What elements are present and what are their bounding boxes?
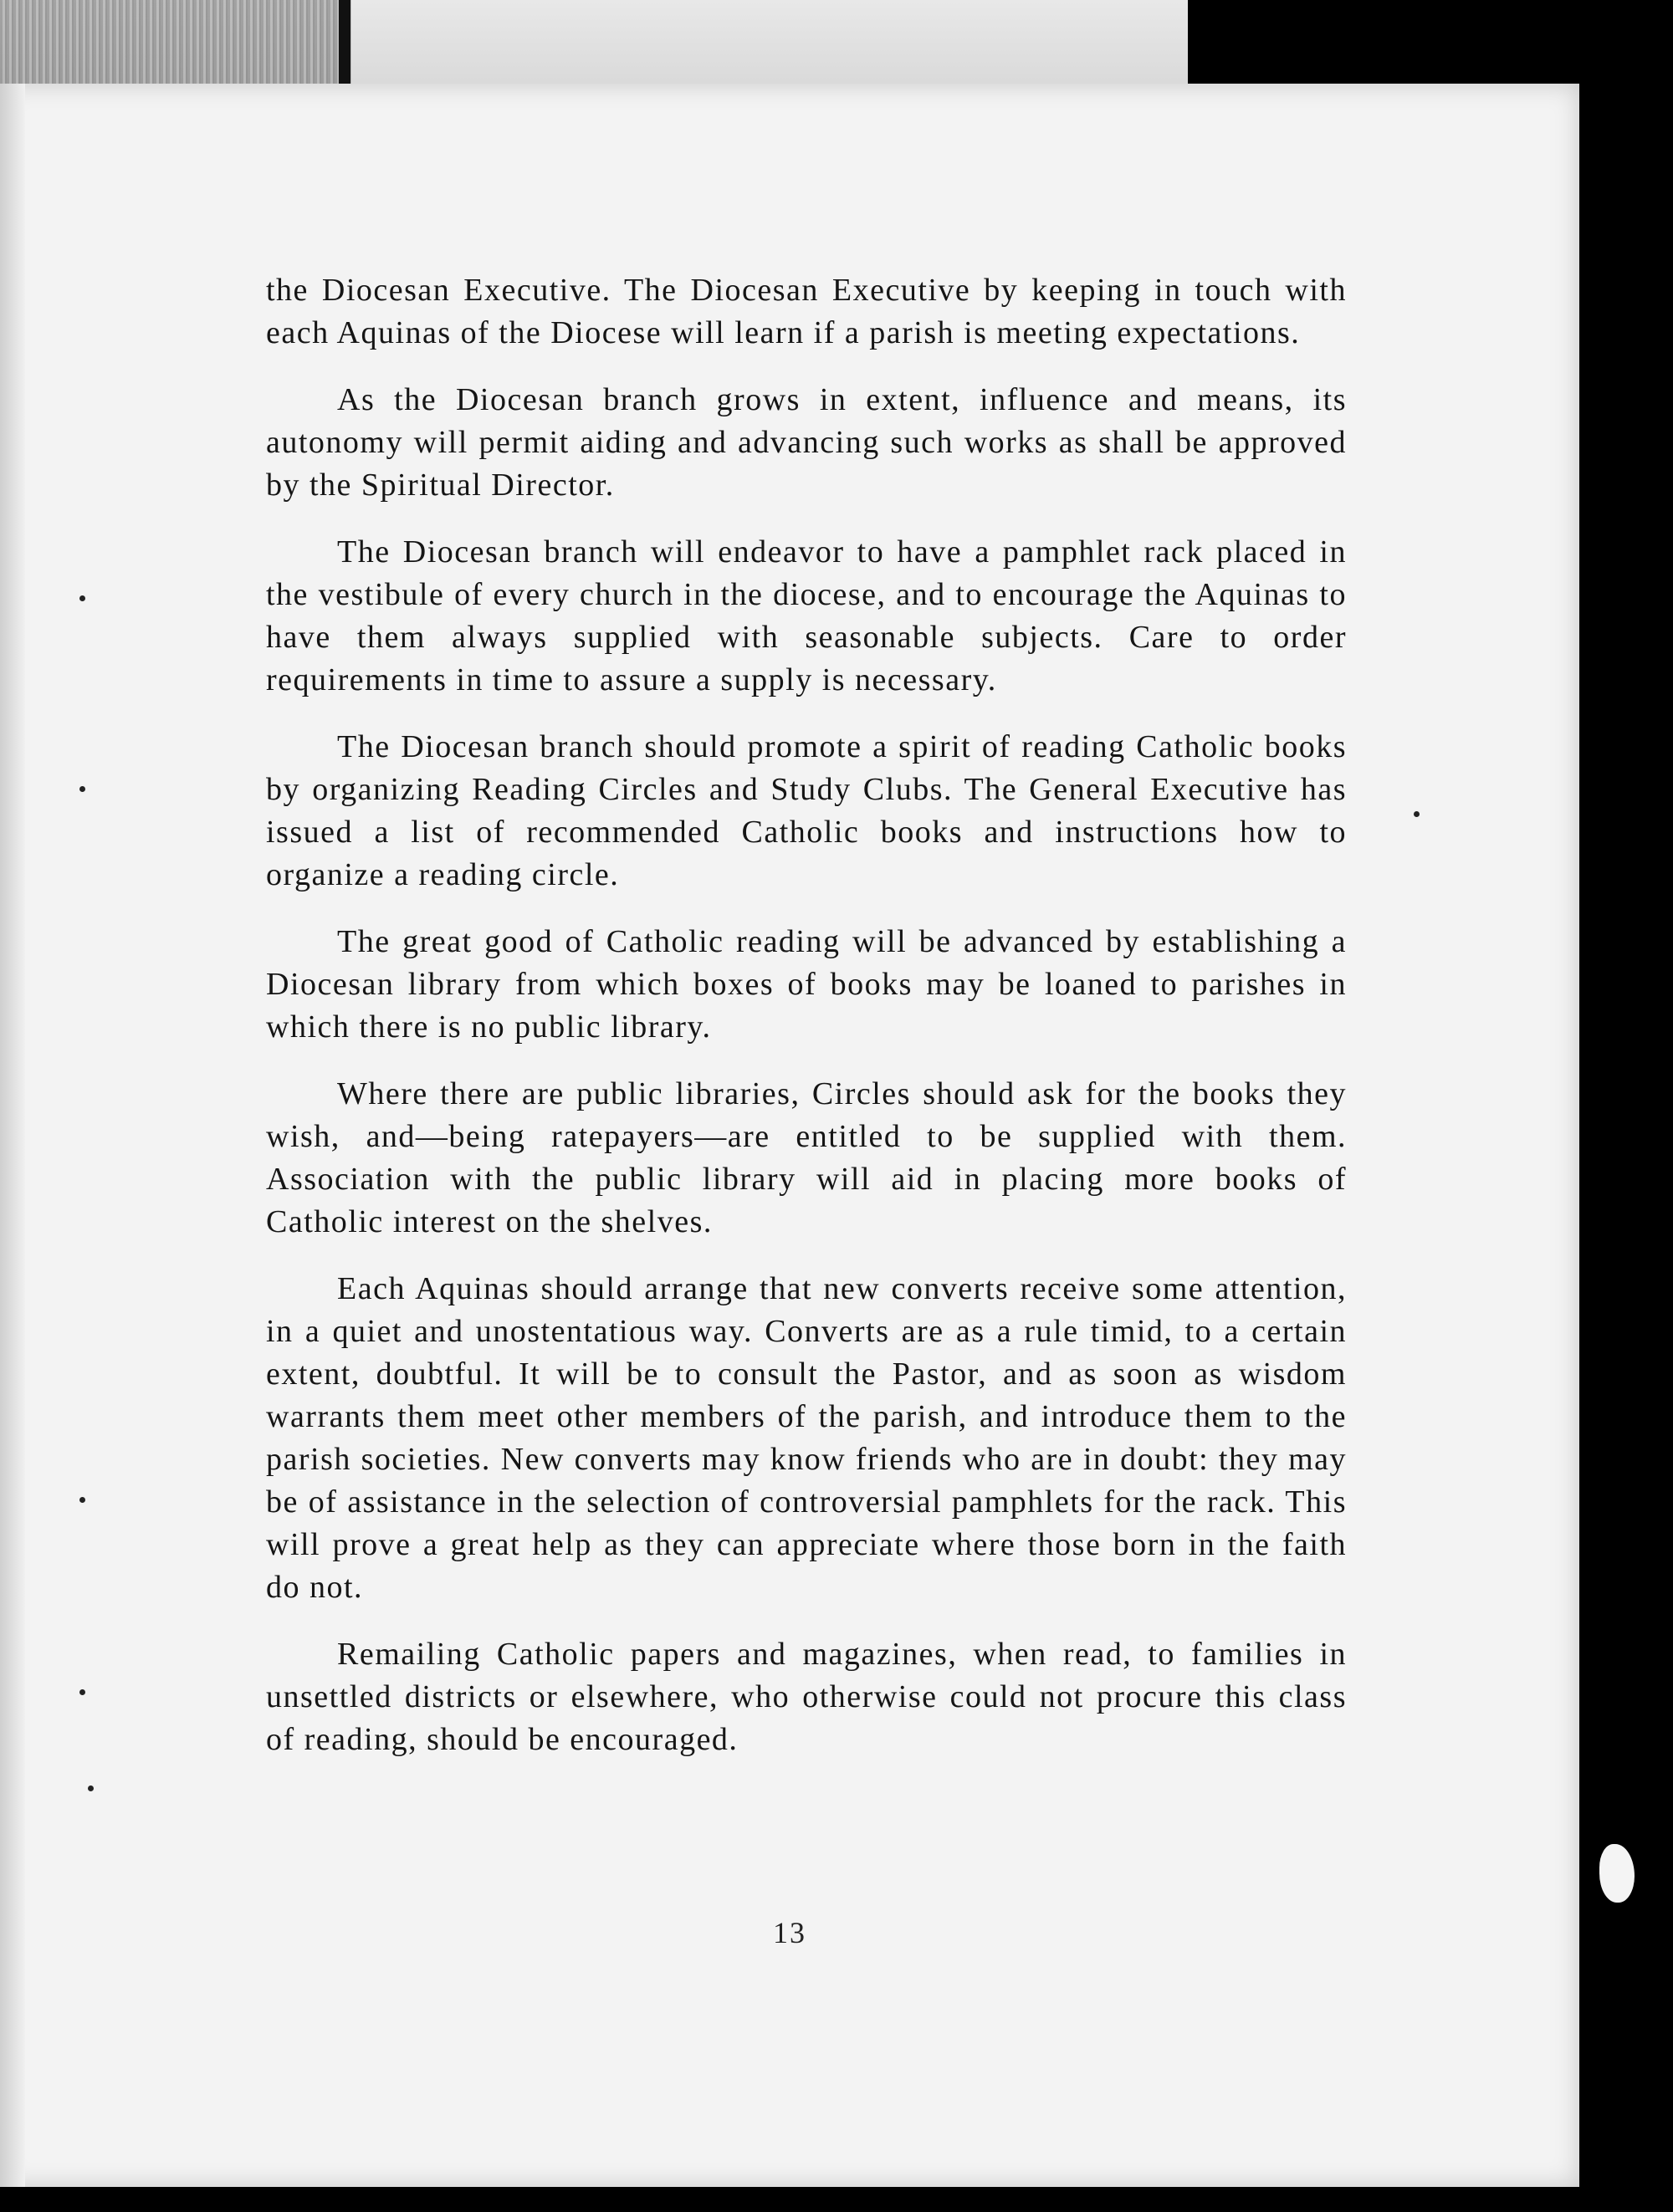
document-body: [266, 269, 1347, 1785]
page-edge-blot: [1599, 1844, 1635, 1903]
margin-mark: [79, 786, 85, 792]
paragraph: The Diocesan branch should promote a spirit of reading Catholic books by organizing Reading Circles and Study Clubs. The General Executive has issued a list of recommended Catholic books and instructions how to organize a reading circle.: [266, 729, 1347, 892]
margin-mark: [88, 1785, 94, 1791]
paragraph: As the Diocesan branch grows in extent, influence and means, its autonomy will permit aiding and advancing such works as shall be approved by the Spiritual Director.: [266, 382, 1347, 503]
margin-mark: [79, 595, 85, 601]
paragraph: the Diocesan Executive. The Diocesan Executive by keeping in touch with each Aquinas of the Diocese will learn if a parish is meeting expectations.: [266, 273, 1347, 350]
paragraph: Each Aquinas should arrange that new converts receive some attention, in a quiet and unostentatious way. Converts are as a rule timid, to a certain extent, doubtful. It will be to consult the Pastor, and as soon as wisdom warrants them meet other members of the parish, and introduce them to the parish societies. New converts may know friends who are in doubt: they may be of assistance in the selection of controversial pamphlets for the rack. This will prove a great help as they can appreciate where those born in the faith do not.: [266, 1271, 1347, 1605]
margin-mark: [79, 1689, 85, 1695]
paragraph: The Diocesan branch will endeavor to have a pamphlet rack placed in the vestibule of every church in the diocese, and to encourage the Aquinas to have them always supplied with seasonable subjects. Care to order requirements in time to assure a supply is necessary.: [266, 534, 1347, 697]
page-number: 13: [773, 1916, 806, 1949]
scan-top-strip: [0, 0, 1188, 88]
margin-mark: [79, 1497, 85, 1503]
paragraph: Remailing Catholic papers and magazines, when read, to families in unsettled districts or elsewhere, who otherwise could not procure this class of reading, should be encouraged.: [266, 1637, 1347, 1757]
paragraph: Where there are public libraries, Circles should ask for the books they wish, and—being ratepayers—are entitled to be supplied with them. Association with the public library will aid in placing more books of Catholic interest on the shelves.: [266, 1076, 1347, 1239]
margin-mark: [1414, 811, 1420, 817]
page-left-edge: [0, 84, 25, 2187]
paragraph: The great good of Catholic reading will be advanced by establishing a Diocesan library from which boxes of books may be loaned to parishes in which there is no public library.: [266, 924, 1347, 1045]
